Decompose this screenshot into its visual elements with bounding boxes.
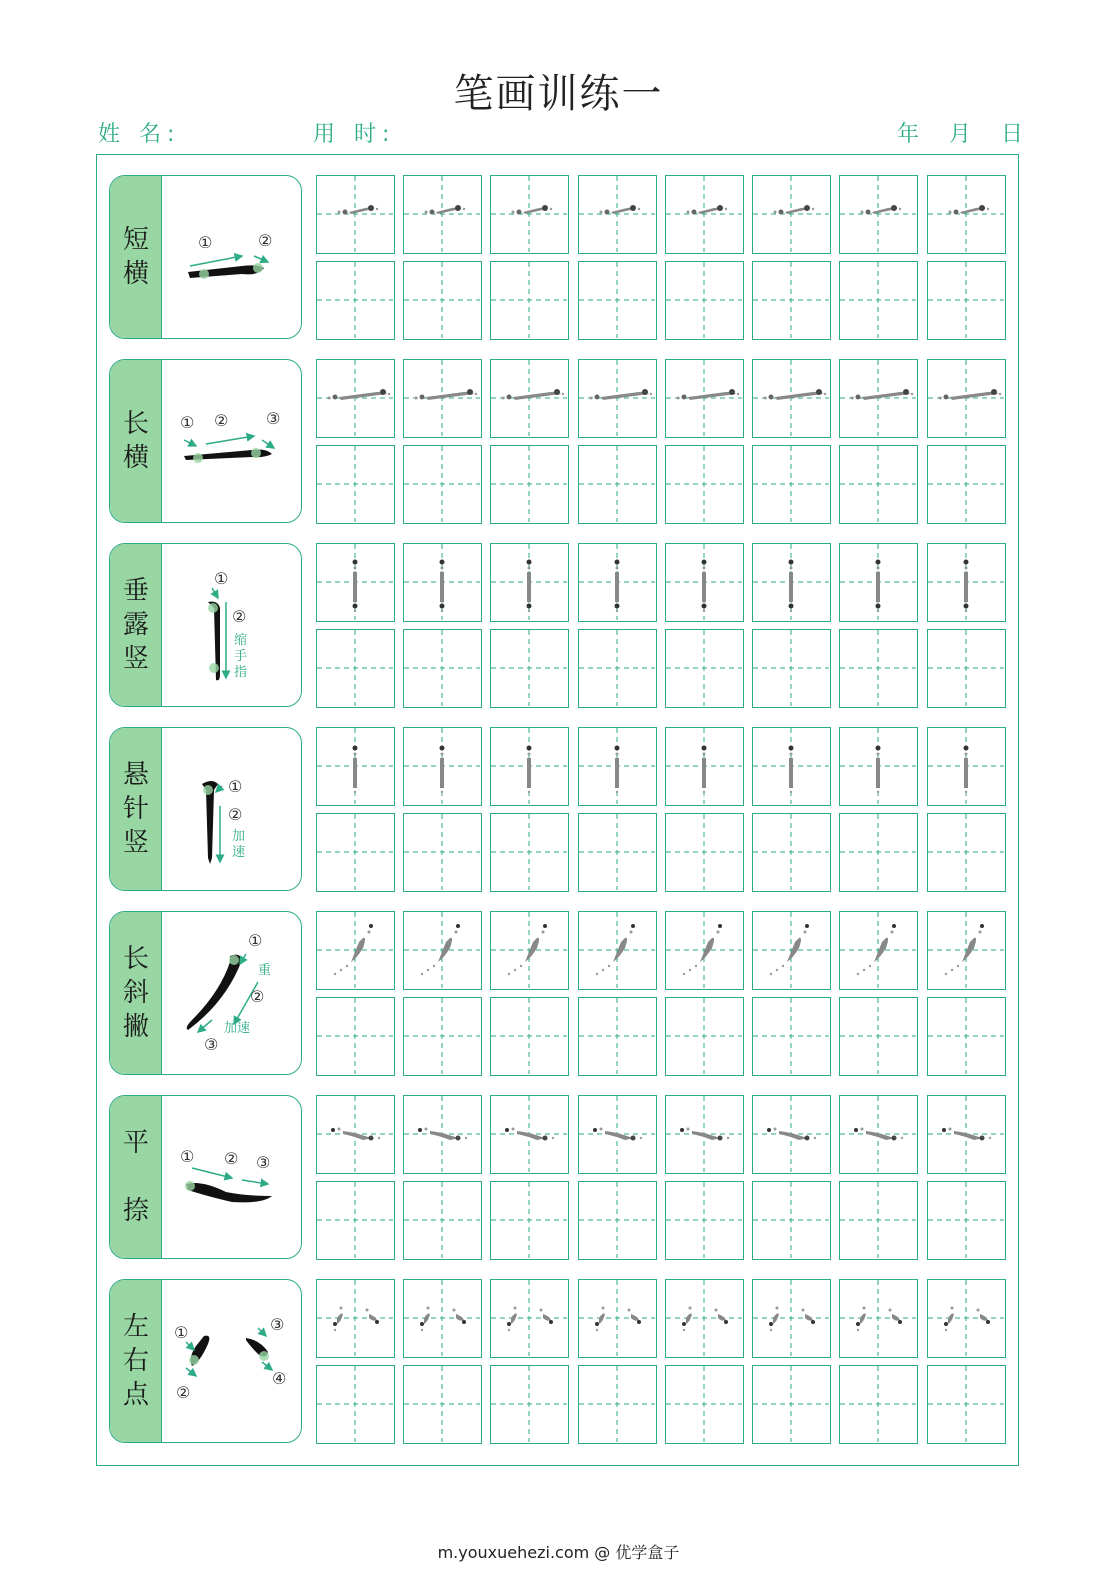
stroke-name xyxy=(110,1096,162,1258)
practice-cell[interactable] xyxy=(316,261,395,340)
name-label: 姓 名: xyxy=(98,122,181,147)
practice-cell[interactable] xyxy=(490,1181,569,1260)
trace-stroke-glyph xyxy=(702,746,707,794)
practice-cell[interactable] xyxy=(752,629,831,708)
stroke-name-char: 点 xyxy=(122,1380,149,1410)
practice-cell[interactable] xyxy=(316,1365,395,1444)
stroke-name-char: 针 xyxy=(122,794,149,824)
trace-cell[interactable] xyxy=(403,727,482,806)
practice-cell[interactable] xyxy=(490,445,569,524)
note-text: 加速 xyxy=(224,1021,251,1036)
practice-cell[interactable] xyxy=(316,997,395,1076)
trace-stroke-glyph xyxy=(595,1307,641,1332)
practice-cell[interactable] xyxy=(927,629,1006,708)
flat-right-falling-stroke-demo-icon xyxy=(162,1096,301,1258)
step-marker: ② xyxy=(176,1383,191,1402)
practice-cell[interactable] xyxy=(927,1181,1006,1260)
trace-stroke-glyph xyxy=(856,1307,902,1332)
practice-cell[interactable] xyxy=(665,261,744,340)
stroke-name-char: 竖 xyxy=(122,828,149,858)
trace-stroke-glyph xyxy=(600,205,641,215)
practice-cell[interactable] xyxy=(839,813,918,892)
page-title: 笔画训练一 xyxy=(453,71,664,117)
step-marker: ① xyxy=(174,1323,189,1342)
note-text: 指 xyxy=(234,665,248,680)
trace-cell[interactable] xyxy=(578,1279,657,1358)
trace-stroke-glyph xyxy=(687,205,728,215)
trace-cell[interactable] xyxy=(927,175,1006,254)
trace-stroke-glyph xyxy=(944,1307,990,1332)
step-marker: ③ xyxy=(204,1035,219,1054)
date-label: 年 月 日 xyxy=(897,122,1028,147)
practice-cell[interactable] xyxy=(927,1365,1006,1444)
practice-cell[interactable] xyxy=(490,1365,569,1444)
trace-stroke-glyph xyxy=(964,746,969,794)
trace-cell[interactable] xyxy=(490,359,569,438)
trace-cell[interactable] xyxy=(927,1095,1006,1174)
stroke-name xyxy=(110,176,162,338)
trace-cell[interactable] xyxy=(752,1279,831,1358)
step-marker: ① xyxy=(180,1147,195,1166)
trace-stroke-glyph xyxy=(353,560,358,613)
step-marker: ③ xyxy=(256,1153,271,1172)
trace-cell[interactable] xyxy=(752,911,831,990)
stroke-card-flat-right-falling-stroke xyxy=(109,1095,302,1259)
stroke-name-char: 撇 xyxy=(122,1012,149,1042)
trace-cell[interactable] xyxy=(578,543,657,622)
trace-stroke-glyph xyxy=(512,205,553,215)
trace-cell[interactable] xyxy=(839,1095,918,1174)
trace-stroke-glyph xyxy=(338,205,379,215)
practice-cell[interactable] xyxy=(316,1181,395,1260)
stroke-name xyxy=(110,728,162,890)
left-right-dots-demo-icon xyxy=(162,1280,301,1442)
practice-cell[interactable] xyxy=(403,1181,482,1260)
trace-cell[interactable] xyxy=(927,359,1006,438)
practice-cell[interactable] xyxy=(752,813,831,892)
trace-cell[interactable] xyxy=(316,175,395,254)
practice-cell[interactable] xyxy=(578,261,657,340)
trace-stroke-glyph xyxy=(425,205,466,215)
trace-cell[interactable] xyxy=(752,543,831,622)
trace-stroke-glyph xyxy=(964,560,969,613)
stroke-name-char: 横 xyxy=(122,443,149,473)
trace-stroke-glyph xyxy=(353,746,358,794)
trace-cell[interactable] xyxy=(665,1095,744,1174)
practice-cell[interactable] xyxy=(752,1181,831,1260)
practice-cell[interactable] xyxy=(490,997,569,1076)
stroke-name xyxy=(110,1280,162,1442)
trace-cell[interactable] xyxy=(490,911,569,990)
step-marker: ② xyxy=(214,411,229,430)
trace-stroke-glyph xyxy=(527,560,532,613)
trace-stroke-glyph xyxy=(876,560,881,613)
practice-cell[interactable] xyxy=(665,1365,744,1444)
trace-stroke-glyph xyxy=(440,746,445,794)
step-marker: ② xyxy=(232,607,247,626)
practice-cell[interactable] xyxy=(665,813,744,892)
practice-cell[interactable] xyxy=(490,813,569,892)
stroke-name-char: 悬 xyxy=(122,760,149,790)
trace-cell[interactable] xyxy=(403,911,482,990)
practice-cell[interactable] xyxy=(752,1365,831,1444)
trace-cell[interactable] xyxy=(578,359,657,438)
practice-cell[interactable] xyxy=(839,629,918,708)
stroke-name-char: 右 xyxy=(122,1346,149,1376)
step-marker: ④ xyxy=(272,1369,287,1388)
trace-cell[interactable] xyxy=(578,911,657,990)
trace-cell[interactable] xyxy=(665,543,744,622)
needle-vertical-stroke-demo-icon xyxy=(162,728,301,890)
trace-stroke-glyph xyxy=(702,560,707,613)
trace-cell[interactable] xyxy=(490,1279,569,1358)
trace-cell[interactable] xyxy=(927,1279,1006,1358)
practice-cell[interactable] xyxy=(665,445,744,524)
practice-cell[interactable] xyxy=(927,445,1006,524)
step-marker: ③ xyxy=(266,409,281,428)
trace-cell[interactable] xyxy=(490,727,569,806)
dew-vertical-stroke-demo-icon xyxy=(162,544,301,706)
stroke-name-char: 长 xyxy=(122,944,149,974)
trace-cell[interactable] xyxy=(490,543,569,622)
trace-cell[interactable] xyxy=(839,175,918,254)
long-horizontal-stroke-demo-icon xyxy=(162,360,301,522)
trace-cell[interactable] xyxy=(839,1279,918,1358)
practice-cell[interactable] xyxy=(665,1181,744,1260)
step-marker: ① xyxy=(198,233,213,252)
trace-cell[interactable] xyxy=(403,175,482,254)
trace-cell[interactable] xyxy=(316,1279,395,1358)
short-horizontal-stroke-demo-icon xyxy=(162,176,301,338)
stroke-name-char: 平 xyxy=(122,1128,149,1158)
trace-stroke-glyph xyxy=(420,1307,466,1332)
trace-stroke-glyph xyxy=(789,560,794,613)
stroke-card-long-horizontal-stroke xyxy=(109,359,302,523)
trace-stroke-glyph xyxy=(507,1307,553,1332)
practice-cell[interactable] xyxy=(316,445,395,524)
trace-cell[interactable] xyxy=(403,1095,482,1174)
practice-cell[interactable] xyxy=(839,1181,918,1260)
trace-cell[interactable] xyxy=(752,359,831,438)
trace-stroke-glyph xyxy=(876,746,881,794)
note-text: 缩 xyxy=(234,633,248,648)
practice-cell[interactable] xyxy=(578,997,657,1076)
stroke-name-char: 长 xyxy=(122,409,149,439)
practice-cell[interactable] xyxy=(578,1365,657,1444)
trace-cell[interactable] xyxy=(927,911,1006,990)
note-text: 手 xyxy=(234,649,248,664)
stroke-name-char: 捺 xyxy=(122,1196,149,1226)
trace-cell[interactable] xyxy=(316,911,395,990)
stroke-name xyxy=(110,912,162,1074)
trace-stroke-glyph xyxy=(949,205,990,215)
trace-cell[interactable] xyxy=(316,543,395,622)
step-marker: ① xyxy=(214,569,229,588)
footer-credit: m.youxuehezi.com @ 优学盒子 xyxy=(437,1543,680,1562)
stroke-card-left-right-dots xyxy=(109,1279,302,1443)
practice-cell[interactable] xyxy=(578,813,657,892)
step-marker: ② xyxy=(250,987,265,1006)
trace-cell[interactable] xyxy=(578,1095,657,1174)
note-text: 重 xyxy=(258,963,272,978)
practice-cell[interactable] xyxy=(839,445,918,524)
stroke-card-needle-vertical-stroke xyxy=(109,727,302,891)
trace-cell[interactable] xyxy=(839,727,918,806)
trace-cell[interactable] xyxy=(927,727,1006,806)
practice-cell[interactable] xyxy=(316,629,395,708)
practice-cell[interactable] xyxy=(403,445,482,524)
practice-cell[interactable] xyxy=(578,1181,657,1260)
stroke-card-short-horizontal-stroke xyxy=(109,175,302,339)
practice-cell[interactable] xyxy=(403,629,482,708)
stroke-name xyxy=(110,544,162,706)
practice-cell[interactable] xyxy=(403,997,482,1076)
practice-cell[interactable] xyxy=(490,261,569,340)
trace-cell[interactable] xyxy=(403,543,482,622)
practice-cell[interactable] xyxy=(578,629,657,708)
note-text: 加 xyxy=(232,829,246,844)
trace-cell[interactable] xyxy=(403,359,482,438)
step-marker: ③ xyxy=(270,1315,285,1334)
stroke-name-char: 短 xyxy=(122,225,149,255)
practice-cell[interactable] xyxy=(927,997,1006,1076)
trace-stroke-glyph xyxy=(615,746,620,794)
stroke-name-char: 横 xyxy=(122,259,149,289)
stroke-name-char: 左 xyxy=(122,1312,149,1342)
practice-cell[interactable] xyxy=(403,813,482,892)
step-marker: ① xyxy=(248,931,263,950)
practice-cell[interactable] xyxy=(316,813,395,892)
stroke-name-char: 斜 xyxy=(122,978,149,1008)
trace-cell[interactable] xyxy=(665,359,744,438)
trace-cell[interactable] xyxy=(665,1279,744,1358)
trace-cell[interactable] xyxy=(403,1279,482,1358)
trace-cell[interactable] xyxy=(839,911,918,990)
step-marker: ① xyxy=(228,777,243,796)
practice-cell[interactable] xyxy=(927,813,1006,892)
practice-cell[interactable] xyxy=(578,445,657,524)
trace-stroke-glyph xyxy=(333,1307,379,1332)
practice-cell[interactable] xyxy=(490,629,569,708)
trace-cell[interactable] xyxy=(665,727,744,806)
trace-cell[interactable] xyxy=(752,1095,831,1174)
practice-cell[interactable] xyxy=(665,629,744,708)
stroke-name-char: 竖 xyxy=(122,644,149,674)
trace-cell[interactable] xyxy=(927,543,1006,622)
trace-stroke-glyph xyxy=(861,205,902,215)
practice-cell[interactable] xyxy=(839,997,918,1076)
stroke-card-long-slant-left-falling-stroke xyxy=(109,911,302,1075)
trace-cell[interactable] xyxy=(578,175,657,254)
trace-cell[interactable] xyxy=(839,543,918,622)
practice-cell[interactable] xyxy=(403,1365,482,1444)
trace-cell[interactable] xyxy=(665,175,744,254)
step-marker: ① xyxy=(180,413,195,432)
practice-cell[interactable] xyxy=(752,261,831,340)
stroke-card-dew-vertical-stroke xyxy=(109,543,302,707)
trace-stroke-glyph xyxy=(527,746,532,794)
step-marker: ② xyxy=(228,805,243,824)
practice-cell[interactable] xyxy=(752,445,831,524)
trace-cell[interactable] xyxy=(665,911,744,990)
practice-cell[interactable] xyxy=(927,261,1006,340)
trace-cell[interactable] xyxy=(490,175,569,254)
trace-cell[interactable] xyxy=(316,1095,395,1174)
trace-cell[interactable] xyxy=(752,175,831,254)
practice-cell[interactable] xyxy=(403,261,482,340)
stroke-name-char: 露 xyxy=(122,610,149,640)
practice-cell[interactable] xyxy=(839,1365,918,1444)
trace-stroke-glyph xyxy=(440,560,445,613)
practice-cell[interactable] xyxy=(752,997,831,1076)
trace-cell[interactable] xyxy=(316,359,395,438)
practice-cell[interactable] xyxy=(839,261,918,340)
trace-cell[interactable] xyxy=(316,727,395,806)
trace-stroke-glyph xyxy=(615,560,620,613)
trace-stroke-glyph xyxy=(769,1307,815,1332)
stroke-name-char: 垂 xyxy=(122,576,149,606)
trace-cell[interactable] xyxy=(578,727,657,806)
note-text: 速 xyxy=(232,845,246,860)
trace-stroke-glyph xyxy=(774,205,815,215)
trace-cell[interactable] xyxy=(752,727,831,806)
stroke-name xyxy=(110,360,162,522)
practice-cell[interactable] xyxy=(665,997,744,1076)
trace-cell[interactable] xyxy=(490,1095,569,1174)
trace-stroke-glyph xyxy=(789,746,794,794)
trace-stroke-glyph xyxy=(682,1307,728,1332)
long-slant-left-falling-stroke-demo-icon xyxy=(162,912,301,1074)
trace-cell[interactable] xyxy=(839,359,918,438)
time-label: 用 时: xyxy=(313,122,396,147)
step-marker: ② xyxy=(224,1149,239,1168)
step-marker: ② xyxy=(258,231,273,250)
